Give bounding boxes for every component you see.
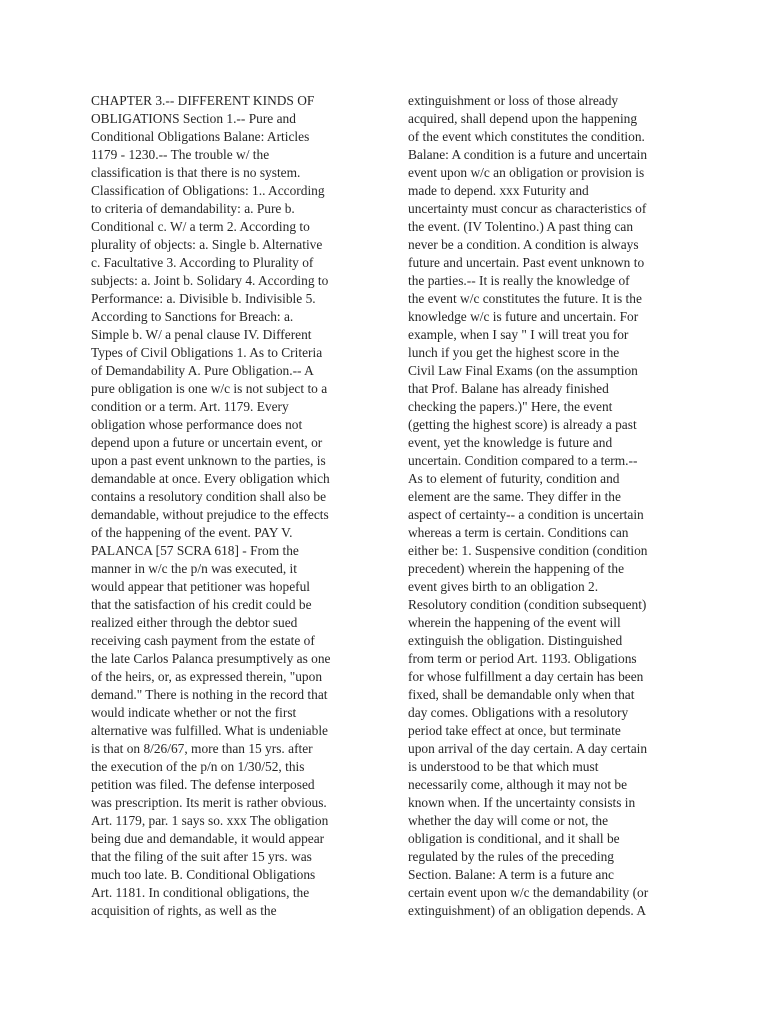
text-column-left: CHAPTER 3.-- DIFFERENT KINDS OF OBLIGATIONS Section 1.-- Pure and Conditional Obligations Balane: Articles 1179 - 1230.-- The trouble w/ the classification is that there is no system. Classification of Obligations: 1.. According to criteria of demandability: a. Pure b. Conditional c. W/ a term 2. According to plurality of objects: a. Single b. Alternative c. Facultative 3. According to Plurality of subjects: a. Joint b. Solidary 4. According to Performance: a. Divisible b. Indivisible 5. According to Sanctions for Breach: a. Simple b. W/ a penal clause IV. Different Types of Civil Obligations 1. As to Criteria of Demandability A. Pure Obligation.-- A pure obligation is one w/c is not subject to a condition or a term. Art. 1179. Every obligation whose performance does not depend upon a future or uncertain event, or upon a past event unknown to the parties, is demandable at once. Every obligation which contains a resolutory condition shall also be demandable, without prejudice to the effects of the happening of the event. PAY V. PALANCA [57 SCRA 618] - From the manner in w/c the p/n was executed, it would appear that petitioner was hopeful that the satisfaction of his credit could be realized either through the debtor sued receiving cash payment from the estate of the late Carlos Palanca presumptively as one of the heirs, or, as expressed therein, "upon demand." There is nothing in the record that would indicate whether or not the first alternative was fulfilled. What is undeniable is that on 8/26/67, more than 15 yrs. after the execution of the p/n on 1/30/52, this petition was filed. The defense interposed was prescription. Its merit is rather obvious. Art. 1179, par. 1 says so. xxx The obligation being due and demandable, it would appear that the filing of the suit after 15 yrs. was much too late. B. Conditional Obligations Art. 1181. In conditional obligations, the acquisition of rights, as well as the [91, 93, 331, 918]
text-column-right: extinguishment or loss of those already acquired, shall depend upon the happening of the event which constitutes the condition. Balane: A condition is a future and uncertain event upon w/c an obligation or provision is made to depend. xxx Futurity and uncertainty must concur as characteristics of the event. (IV Tolentino.) A past thing can never be a condition. A condition is always future and uncertain. Past event unknown to the parties.-- It is really the knowledge of the event w/c constitutes the future. It is the knowledge w/c is future and uncertain. For example, when I say " I will treat you for lunch if you get the highest score in the Civil Law Final Exams (on the assumption that Prof. Balane has already finished checking the papers.)" Here, the event (getting the highest score) is already a past event, yet the knowledge is future and uncertain. Condition compared to a term.-- As to element of futurity, condition and element are the same. They differ in the aspect of certainty-- a condition is uncertain whereas a term is certain. Conditions can either be: 1. Suspensive condition (condition precedent) wherein the happening of the event gives birth to an obligation 2. Resolutory condition (condition subsequent) wherein the happening of the event will extinguish the obligation. Distinguished from term or period Art. 1193. Obligations for whose fulfillment a day certain has been fixed, shall be demandable only when that day comes. Obligations with a resolutory period take effect at once, but terminate upon arrival of the day certain. A day certain is understood to be that which must necessarily come, although it may not be known when. If the uncertainty consists in whether the day will come or not, the obligation is conditional, and it shall be regulated by the rules of the preceding Section. Balane: A term is a future anc certain event upon w/c the demandability (or extinguishment) of an obligation depends. A [408, 93, 649, 918]
